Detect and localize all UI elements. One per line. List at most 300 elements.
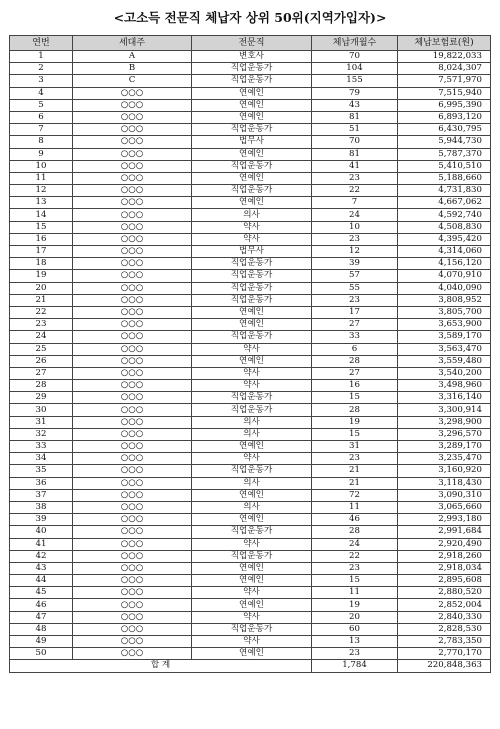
table-row — [10, 124, 491, 136]
cell-amount: 2,828,530 — [398, 623, 491, 635]
cell-months: 51 — [312, 124, 398, 136]
cell-amount: 3,298,900 — [398, 416, 491, 428]
table-row — [10, 319, 491, 331]
table-row — [10, 233, 491, 245]
table-row — [10, 380, 491, 392]
total-row — [10, 660, 491, 672]
cell-serial: 32 — [10, 428, 73, 440]
delinquency-table — [9, 35, 491, 673]
cell-amount: 6,430,795 — [398, 124, 491, 136]
cell-householder: ○○○ — [73, 319, 192, 331]
cell-householder: ○○○ — [73, 160, 192, 172]
header-householder: 세대주 — [73, 36, 192, 51]
cell-amount: 4,395,420 — [398, 233, 491, 245]
header-profession: 전문직 — [192, 36, 312, 51]
cell-serial: 50 — [10, 648, 73, 660]
cell-serial: 16 — [10, 233, 73, 245]
table-row — [10, 648, 491, 660]
cell-householder: ○○○ — [73, 380, 192, 392]
table-row — [10, 282, 491, 294]
cell-amount: 3,289,170 — [398, 441, 491, 453]
cell-months: 11 — [312, 587, 398, 599]
cell-amount: 3,160,920 — [398, 465, 491, 477]
table-row — [10, 148, 491, 160]
table-row — [10, 575, 491, 587]
table-row — [10, 258, 491, 270]
cell-serial: 13 — [10, 197, 73, 209]
cell-householder: ○○○ — [73, 441, 192, 453]
cell-amount: 5,944,730 — [398, 136, 491, 148]
table-row — [10, 477, 491, 489]
cell-months: 60 — [312, 623, 398, 635]
cell-profession: 직업운동가 — [192, 124, 312, 136]
cell-profession: 연예인 — [192, 87, 312, 99]
cell-householder: ○○○ — [73, 575, 192, 587]
cell-months: 24 — [312, 209, 398, 221]
cell-amount: 3,296,570 — [398, 428, 491, 440]
cell-householder: ○○○ — [73, 331, 192, 343]
cell-months: 16 — [312, 380, 398, 392]
cell-serial: 34 — [10, 453, 73, 465]
table-row — [10, 392, 491, 404]
cell-months: 81 — [312, 148, 398, 160]
cell-months: 13 — [312, 636, 398, 648]
cell-months: 15 — [312, 428, 398, 440]
cell-householder: ○○○ — [73, 611, 192, 623]
cell-profession: 직업운동가 — [192, 526, 312, 538]
cell-amount: 4,156,120 — [398, 258, 491, 270]
cell-householder: ○○○ — [73, 416, 192, 428]
cell-serial: 7 — [10, 124, 73, 136]
cell-months: 27 — [312, 319, 398, 331]
cell-profession: 직업운동가 — [192, 258, 312, 270]
cell-householder: ○○○ — [73, 538, 192, 550]
table-body — [10, 51, 491, 660]
cell-householder: ○○○ — [73, 623, 192, 635]
cell-householder: ○○○ — [73, 636, 192, 648]
cell-amount: 3,235,470 — [398, 453, 491, 465]
cell-amount: 4,667,062 — [398, 197, 491, 209]
table-row — [10, 514, 491, 526]
cell-profession: 약사 — [192, 636, 312, 648]
cell-months: 81 — [312, 111, 398, 123]
table-row — [10, 355, 491, 367]
cell-householder: ○○○ — [73, 87, 192, 99]
table-row — [10, 428, 491, 440]
cell-serial: 49 — [10, 636, 73, 648]
cell-householder: ○○○ — [73, 282, 192, 294]
cell-months: 28 — [312, 355, 398, 367]
cell-months: 31 — [312, 441, 398, 453]
cell-months: 55 — [312, 282, 398, 294]
cell-profession: 연예인 — [192, 599, 312, 611]
cell-profession: 연예인 — [192, 562, 312, 574]
cell-months: 27 — [312, 367, 398, 379]
cell-amount: 2,880,520 — [398, 587, 491, 599]
cell-householder: B — [73, 63, 192, 75]
cell-householder: ○○○ — [73, 453, 192, 465]
cell-serial: 43 — [10, 562, 73, 574]
table-row — [10, 489, 491, 501]
cell-serial: 12 — [10, 185, 73, 197]
cell-months: 15 — [312, 575, 398, 587]
cell-serial: 26 — [10, 355, 73, 367]
table-row — [10, 611, 491, 623]
cell-profession: 직업운동가 — [192, 331, 312, 343]
cell-months: 22 — [312, 185, 398, 197]
cell-amount: 3,498,960 — [398, 380, 491, 392]
cell-profession: 직업운동가 — [192, 550, 312, 562]
cell-serial: 18 — [10, 258, 73, 270]
cell-serial: 1 — [10, 51, 73, 63]
cell-householder: ○○○ — [73, 233, 192, 245]
cell-months: 72 — [312, 489, 398, 501]
cell-amount: 2,895,608 — [398, 575, 491, 587]
cell-householder: ○○○ — [73, 587, 192, 599]
cell-householder: ○○○ — [73, 477, 192, 489]
cell-householder: ○○○ — [73, 355, 192, 367]
cell-serial: 15 — [10, 221, 73, 233]
cell-months: 10 — [312, 221, 398, 233]
table-row — [10, 185, 491, 197]
table-row — [10, 599, 491, 611]
cell-serial: 31 — [10, 416, 73, 428]
cell-householder: ○○○ — [73, 514, 192, 526]
cell-amount: 3,589,170 — [398, 331, 491, 343]
cell-months: 23 — [312, 453, 398, 465]
cell-months: 70 — [312, 51, 398, 63]
cell-householder: ○○○ — [73, 562, 192, 574]
cell-amount: 3,090,310 — [398, 489, 491, 501]
cell-months: 79 — [312, 87, 398, 99]
cell-serial: 40 — [10, 526, 73, 538]
cell-serial: 47 — [10, 611, 73, 623]
cell-months: 19 — [312, 599, 398, 611]
cell-profession: 직업운동가 — [192, 294, 312, 306]
table-row — [10, 526, 491, 538]
cell-amount: 3,118,430 — [398, 477, 491, 489]
cell-months: 11 — [312, 501, 398, 513]
table-row — [10, 111, 491, 123]
cell-serial: 29 — [10, 392, 73, 404]
cell-months: 70 — [312, 136, 398, 148]
table-row — [10, 538, 491, 550]
cell-profession: 의사 — [192, 477, 312, 489]
cell-months: 46 — [312, 514, 398, 526]
header-amount: 체납보험료(원) — [398, 36, 491, 51]
cell-serial: 2 — [10, 63, 73, 75]
cell-profession: 의사 — [192, 501, 312, 513]
cell-amount: 2,770,170 — [398, 648, 491, 660]
cell-amount: 4,314,060 — [398, 246, 491, 258]
cell-months: 15 — [312, 392, 398, 404]
cell-householder: ○○○ — [73, 526, 192, 538]
table-row — [10, 63, 491, 75]
cell-profession: 변호사 — [192, 51, 312, 63]
cell-profession: 의사 — [192, 428, 312, 440]
cell-serial: 46 — [10, 599, 73, 611]
cell-serial: 11 — [10, 172, 73, 184]
cell-serial: 27 — [10, 367, 73, 379]
table-row — [10, 441, 491, 453]
cell-amount: 2,918,260 — [398, 550, 491, 562]
cell-profession: 법무사 — [192, 136, 312, 148]
cell-months: 41 — [312, 160, 398, 172]
cell-serial: 9 — [10, 148, 73, 160]
cell-amount: 7,515,940 — [398, 87, 491, 99]
cell-profession: 약사 — [192, 343, 312, 355]
table-row — [10, 587, 491, 599]
cell-amount: 2,920,490 — [398, 538, 491, 550]
cell-profession: 직업운동가 — [192, 392, 312, 404]
table-row — [10, 636, 491, 648]
cell-householder: ○○○ — [73, 648, 192, 660]
cell-amount: 2,993,180 — [398, 514, 491, 526]
cell-profession: 연예인 — [192, 172, 312, 184]
cell-householder: ○○○ — [73, 258, 192, 270]
cell-serial: 48 — [10, 623, 73, 635]
table-row — [10, 367, 491, 379]
cell-profession: 연예인 — [192, 319, 312, 331]
table-row — [10, 562, 491, 574]
cell-householder: A — [73, 51, 192, 63]
cell-months: 33 — [312, 331, 398, 343]
cell-householder: ○○○ — [73, 197, 192, 209]
cell-serial: 33 — [10, 441, 73, 453]
cell-profession: 직업운동가 — [192, 63, 312, 75]
cell-amount: 19,822,033 — [398, 51, 491, 63]
cell-householder: ○○○ — [73, 550, 192, 562]
cell-householder: ○○○ — [73, 392, 192, 404]
cell-profession: 연예인 — [192, 514, 312, 526]
cell-months: 28 — [312, 526, 398, 538]
cell-months: 19 — [312, 416, 398, 428]
cell-profession: 직업운동가 — [192, 404, 312, 416]
cell-householder: ○○○ — [73, 465, 192, 477]
cell-profession: 연예인 — [192, 441, 312, 453]
cell-amount: 4,731,830 — [398, 185, 491, 197]
cell-profession: 연예인 — [192, 197, 312, 209]
cell-amount: 6,995,390 — [398, 99, 491, 111]
cell-householder: ○○○ — [73, 209, 192, 221]
cell-profession: 약사 — [192, 611, 312, 623]
cell-profession: 연예인 — [192, 355, 312, 367]
cell-householder: ○○○ — [73, 428, 192, 440]
cell-householder: ○○○ — [73, 404, 192, 416]
cell-householder: ○○○ — [73, 270, 192, 282]
table-row — [10, 623, 491, 635]
cell-amount: 3,540,200 — [398, 367, 491, 379]
cell-amount: 3,805,700 — [398, 306, 491, 318]
cell-householder: ○○○ — [73, 294, 192, 306]
cell-months: 21 — [312, 465, 398, 477]
cell-householder: ○○○ — [73, 306, 192, 318]
table-row — [10, 343, 491, 355]
cell-amount: 5,410,510 — [398, 160, 491, 172]
cell-months: 23 — [312, 648, 398, 660]
cell-serial: 10 — [10, 160, 73, 172]
total-months: 1,784 — [312, 660, 398, 672]
cell-amount: 2,783,350 — [398, 636, 491, 648]
cell-amount: 5,787,370 — [398, 148, 491, 160]
total-amount: 220,848,363 — [398, 660, 491, 672]
table-row — [10, 172, 491, 184]
cell-profession: 약사 — [192, 538, 312, 550]
cell-profession: 연예인 — [192, 575, 312, 587]
cell-serial: 21 — [10, 294, 73, 306]
cell-serial: 4 — [10, 87, 73, 99]
table-row — [10, 501, 491, 513]
cell-householder: ○○○ — [73, 246, 192, 258]
cell-profession: 직업운동가 — [192, 270, 312, 282]
cell-serial: 8 — [10, 136, 73, 148]
cell-amount: 3,808,952 — [398, 294, 491, 306]
cell-amount: 7,571,970 — [398, 75, 491, 87]
cell-profession: 약사 — [192, 233, 312, 245]
cell-profession: 약사 — [192, 453, 312, 465]
cell-months: 7 — [312, 197, 398, 209]
cell-serial: 22 — [10, 306, 73, 318]
cell-serial: 42 — [10, 550, 73, 562]
cell-amount: 3,300,914 — [398, 404, 491, 416]
table-row — [10, 51, 491, 63]
cell-months: 39 — [312, 258, 398, 270]
cell-householder: ○○○ — [73, 99, 192, 111]
cell-serial: 19 — [10, 270, 73, 282]
cell-amount: 3,559,480 — [398, 355, 491, 367]
cell-serial: 41 — [10, 538, 73, 550]
cell-serial: 37 — [10, 489, 73, 501]
table-row — [10, 221, 491, 233]
cell-profession: 연예인 — [192, 99, 312, 111]
cell-amount: 3,563,470 — [398, 343, 491, 355]
table-header-row — [10, 36, 491, 51]
header-months: 체납개월수 — [312, 36, 398, 51]
cell-profession: 약사 — [192, 380, 312, 392]
cell-months: 12 — [312, 246, 398, 258]
cell-profession: 직업운동가 — [192, 623, 312, 635]
cell-profession: 의사 — [192, 416, 312, 428]
cell-months: 23 — [312, 233, 398, 245]
cell-profession: 직업운동가 — [192, 160, 312, 172]
cell-householder: ○○○ — [73, 501, 192, 513]
cell-householder: ○○○ — [73, 185, 192, 197]
table-row — [10, 465, 491, 477]
cell-serial: 38 — [10, 501, 73, 513]
page-title: <고소득 전문직 체납자 상위 50위(지역가입자)> — [113, 10, 387, 25]
cell-months: 104 — [312, 63, 398, 75]
cell-serial: 44 — [10, 575, 73, 587]
header-serial: 연번 — [10, 36, 73, 51]
table-row — [10, 270, 491, 282]
cell-months: 17 — [312, 306, 398, 318]
cell-amount: 3,316,140 — [398, 392, 491, 404]
cell-months: 23 — [312, 562, 398, 574]
cell-amount: 4,040,090 — [398, 282, 491, 294]
table-row — [10, 99, 491, 111]
cell-amount: 4,508,830 — [398, 221, 491, 233]
cell-householder: ○○○ — [73, 343, 192, 355]
cell-householder: ○○○ — [73, 136, 192, 148]
cell-householder: ○○○ — [73, 148, 192, 160]
cell-amount: 2,852,004 — [398, 599, 491, 611]
cell-profession: 법무사 — [192, 246, 312, 258]
cell-profession: 직업운동가 — [192, 75, 312, 87]
cell-profession: 연예인 — [192, 648, 312, 660]
cell-serial: 24 — [10, 331, 73, 343]
table-row — [10, 306, 491, 318]
cell-profession: 직업운동가 — [192, 465, 312, 477]
cell-months: 43 — [312, 99, 398, 111]
cell-serial: 20 — [10, 282, 73, 294]
cell-serial: 6 — [10, 111, 73, 123]
cell-amount: 4,070,910 — [398, 270, 491, 282]
total-label: 합 계 — [10, 660, 312, 672]
cell-profession: 연예인 — [192, 148, 312, 160]
cell-amount: 3,065,660 — [398, 501, 491, 513]
cell-householder: ○○○ — [73, 367, 192, 379]
table-row — [10, 331, 491, 343]
cell-months: 6 — [312, 343, 398, 355]
cell-profession: 직업운동가 — [192, 282, 312, 294]
cell-months: 20 — [312, 611, 398, 623]
cell-amount: 2,991,684 — [398, 526, 491, 538]
cell-serial: 25 — [10, 343, 73, 355]
cell-serial: 30 — [10, 404, 73, 416]
cell-amount: 5,188,660 — [398, 172, 491, 184]
cell-householder: ○○○ — [73, 111, 192, 123]
cell-householder: ○○○ — [73, 124, 192, 136]
cell-serial: 39 — [10, 514, 73, 526]
cell-householder: ○○○ — [73, 489, 192, 501]
table-row — [10, 246, 491, 258]
cell-serial: 28 — [10, 380, 73, 392]
cell-profession: 의사 — [192, 209, 312, 221]
cell-householder: ○○○ — [73, 172, 192, 184]
cell-profession: 직업운동가 — [192, 185, 312, 197]
cell-amount: 6,893,120 — [398, 111, 491, 123]
table-row — [10, 136, 491, 148]
table-row — [10, 160, 491, 172]
cell-months: 24 — [312, 538, 398, 550]
cell-profession: 약사 — [192, 367, 312, 379]
table-row — [10, 453, 491, 465]
cell-householder: C — [73, 75, 192, 87]
cell-serial: 36 — [10, 477, 73, 489]
cell-amount: 2,840,330 — [398, 611, 491, 623]
cell-months: 155 — [312, 75, 398, 87]
cell-householder: ○○○ — [73, 221, 192, 233]
cell-months: 21 — [312, 477, 398, 489]
cell-householder: ○○○ — [73, 599, 192, 611]
cell-profession: 연예인 — [192, 489, 312, 501]
cell-serial: 3 — [10, 75, 73, 87]
table-row — [10, 75, 491, 87]
cell-profession: 약사 — [192, 221, 312, 233]
cell-profession: 연예인 — [192, 306, 312, 318]
cell-amount: 4,592,740 — [398, 209, 491, 221]
cell-months: 57 — [312, 270, 398, 282]
cell-months: 23 — [312, 172, 398, 184]
cell-serial: 14 — [10, 209, 73, 221]
cell-profession: 약사 — [192, 587, 312, 599]
cell-months: 28 — [312, 404, 398, 416]
cell-serial: 45 — [10, 587, 73, 599]
table-row — [10, 416, 491, 428]
table-row — [10, 197, 491, 209]
cell-amount: 2,918,034 — [398, 562, 491, 574]
table-row — [10, 209, 491, 221]
